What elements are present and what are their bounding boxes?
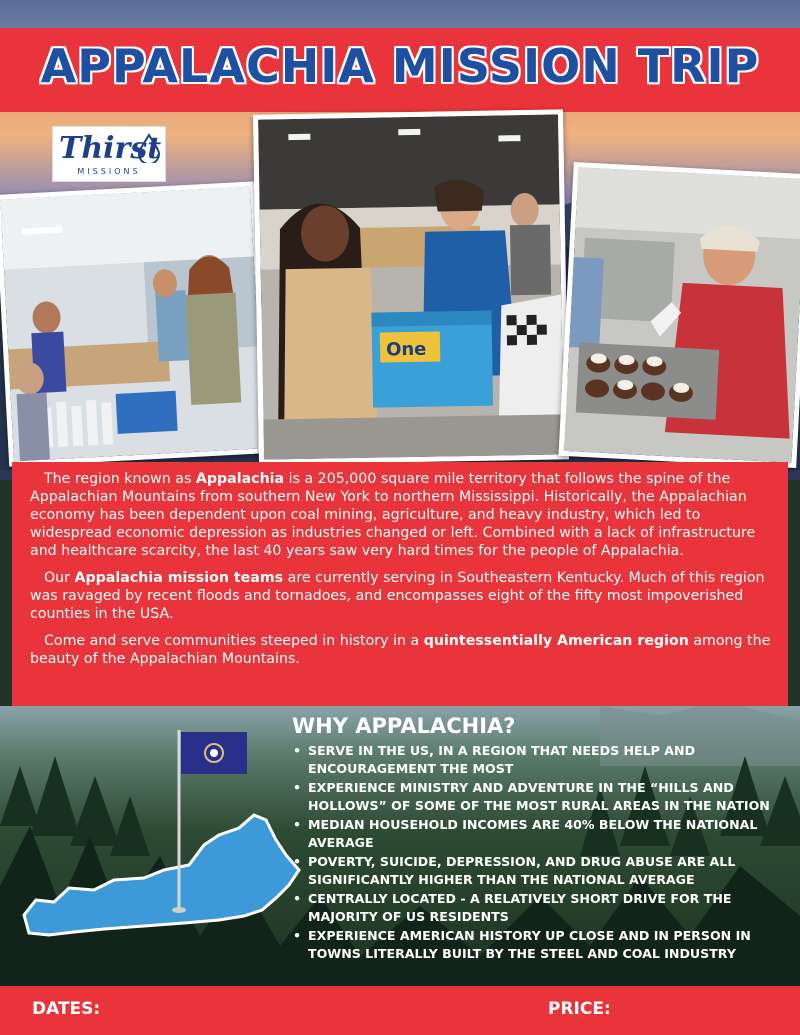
bullet-icon: •: [293, 891, 302, 906]
list-item: • CENTRALLY LOCATED - A RELATIVELY SHORT DRIVE FOR THE MAJORITY OF US RESIDENTS: [293, 891, 732, 924]
why-list: [290, 742, 790, 964]
bullet-icon: •: [293, 817, 302, 832]
description-panel: [12, 462, 788, 706]
photo-packing-boxes: [253, 109, 569, 464]
photo-volunteers-group: [0, 181, 269, 466]
flag-icon: [181, 732, 247, 774]
dates-label: DATES:: [32, 999, 101, 1019]
kentucky-map-icon: [14, 720, 304, 950]
thirst-missions-logo: [52, 126, 166, 182]
logo-subtitle: MISSIONS: [77, 167, 141, 176]
bullet-icon: •: [293, 743, 302, 758]
why-heading: WHY APPALACHIA?: [292, 714, 516, 738]
list-item: • SERVE IN THE US, IN A REGION THAT NEEDS HELP AND ENCOURAGEMENT THE MOST: [293, 743, 696, 776]
bullet-icon: •: [293, 780, 302, 795]
bullet-icon: •: [293, 854, 302, 869]
bullet-icon: •: [293, 928, 302, 943]
price-label: PRICE:: [548, 999, 611, 1019]
logo-wordmark: Thirst: [59, 131, 162, 166]
box-label: One: [385, 338, 427, 361]
paragraph-invitation: Come and serve communities steeped in history in a quintessentially American region among the beauty of the Appalachian Mountains.: [30, 633, 771, 667]
list-item: • POVERTY, SUICIDE, DEPRESSION, AND DRUG ABUSE ARE ALL SIGNIFICANTLY HIGHER THAN THE NATIONAL AVERAGE: [293, 854, 736, 887]
page-title: APPALACHIA MISSION TRIP: [40, 39, 760, 93]
water-drop-icon: [137, 133, 161, 163]
paragraph-region: The region known as Appalachia is a 205,000 square mile territory that follows the spine of the Appalachian Mountains from southern New York to northern Mississippi. Historically, the Appalachian economy has been dependent upon coal mining, agriculture, and heavy industry, which led to widespread economic depression as industries changed or left. Combined with a lack of infrastructure and healthcare scarcity, the last 40 years saw very hard times for the people of Appalachia.: [30, 471, 756, 559]
list-item: • EXPERIENCE AMERICAN HISTORY UP CLOSE AND IN PERSON IN TOWNS LITERALLY BUILT BY THE STEEL AND COAL INDUSTRY: [293, 928, 751, 961]
list-item: • MEDIAN HOUSEHOLD INCOMES ARE 40% BELOW THE NATIONAL AVERAGE: [293, 817, 758, 850]
list-item: • EXPERIENCE MINISTRY AND ADVENTURE IN THE “HILLS AND HOLLOWS” OF SOME OF THE MOST RURAL AREAS IN THE NATION: [293, 780, 770, 813]
paragraph-teams: Our Appalachia mission teams are currently serving in Southeastern Kentucky. Much of this region was ravaged by recent floods and tornadoes, and encompasses eight of the fifty most impoverished counties in the USA.: [30, 570, 765, 622]
footer-banner: [0, 986, 800, 1035]
photo-cupcake-decorating: [558, 162, 800, 468]
